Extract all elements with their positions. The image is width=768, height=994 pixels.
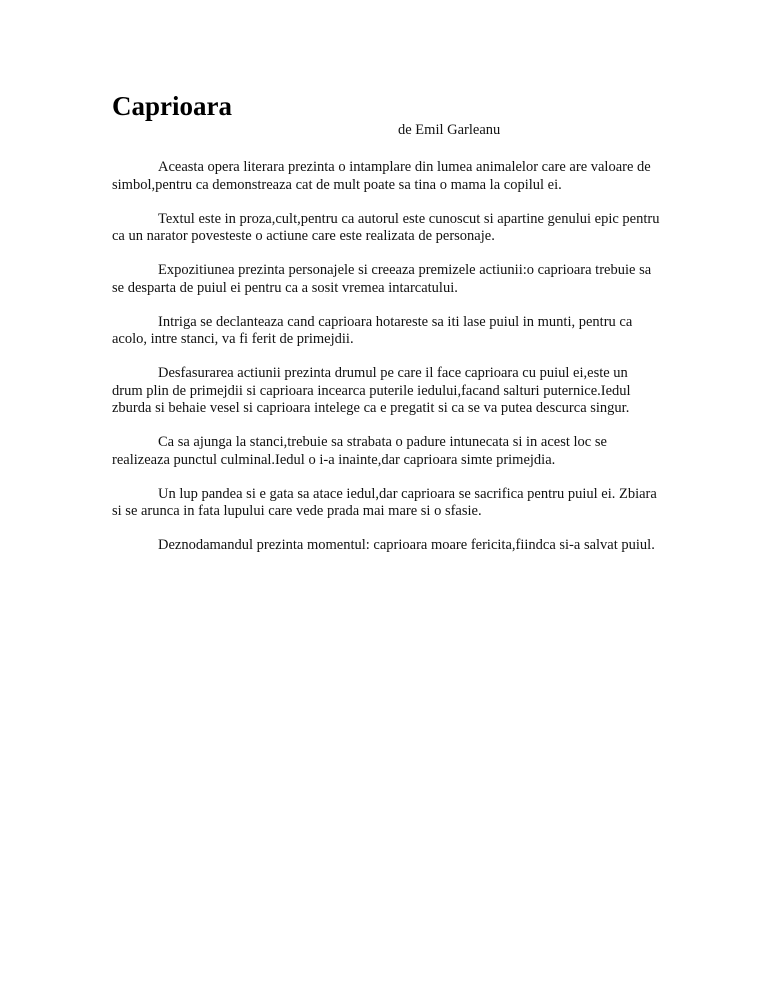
paragraph-exposition: Expozitiunea prezinta personajele si creeaza premizele actiunii:o caprioara trebuie sa se desparta de puiul ei pentru ca a sosit vremea intarcatului.: [112, 262, 652, 296]
paragraph-sacrifice: Un lup pandea si e gata sa atace iedul,dar caprioara se sacrifica pentru puiul ei. Zbiara si se arunca in fata lupului care vede prada mai mare si o sfasie.: [112, 485, 657, 519]
document-title: Caprioara: [112, 91, 232, 121]
paragraph-intro: Aceasta opera literara prezinta o intamplare din lumea animalelor care are valoare de simbol,pentru ca demonstreaza cat de mult poate sa tina o mama la copilul ei.: [112, 159, 651, 193]
paragraph-genre: Textul este in proza,cult,pentru ca autorul este cunoscut si apartine genului epic pentru ca un narator povesteste o actiune care este realizata de personaje.: [112, 210, 660, 244]
paragraph-climax: Ca sa ajunga la stanci,trebuie sa strabata o padure intunecata si in acest loc se realizeaza punctul culminal.Iedul o i-a inainte,dar caprioara simte primejdia.: [112, 434, 607, 468]
document-author: de Emil Garleanu: [398, 122, 501, 138]
document-page: [112, 90, 660, 571]
document-body: [112, 159, 660, 555]
paragraph-development: Desfasurarea actiunii prezinta drumul pe care il face caprioara cu puiul ei,este un drum plin de primejdii si caprioara incearca puterile iedului,facand salturi puternice.Iedul zburda si behaie vesel si caprioara intelege ca e pregatit si ca se va putea descurca singur.: [112, 365, 631, 416]
paragraph-resolution: Deznodamandul prezinta momentul: caprioara moare fericita,fiindca si-a salvat puiul.: [158, 537, 655, 553]
paragraph-intrigue: Intriga se declanteaza cand caprioara hotareste sa iti lase puiul in munti, pentru ca acolo, intre stanci, va fi ferit de primejdii.: [112, 313, 633, 347]
